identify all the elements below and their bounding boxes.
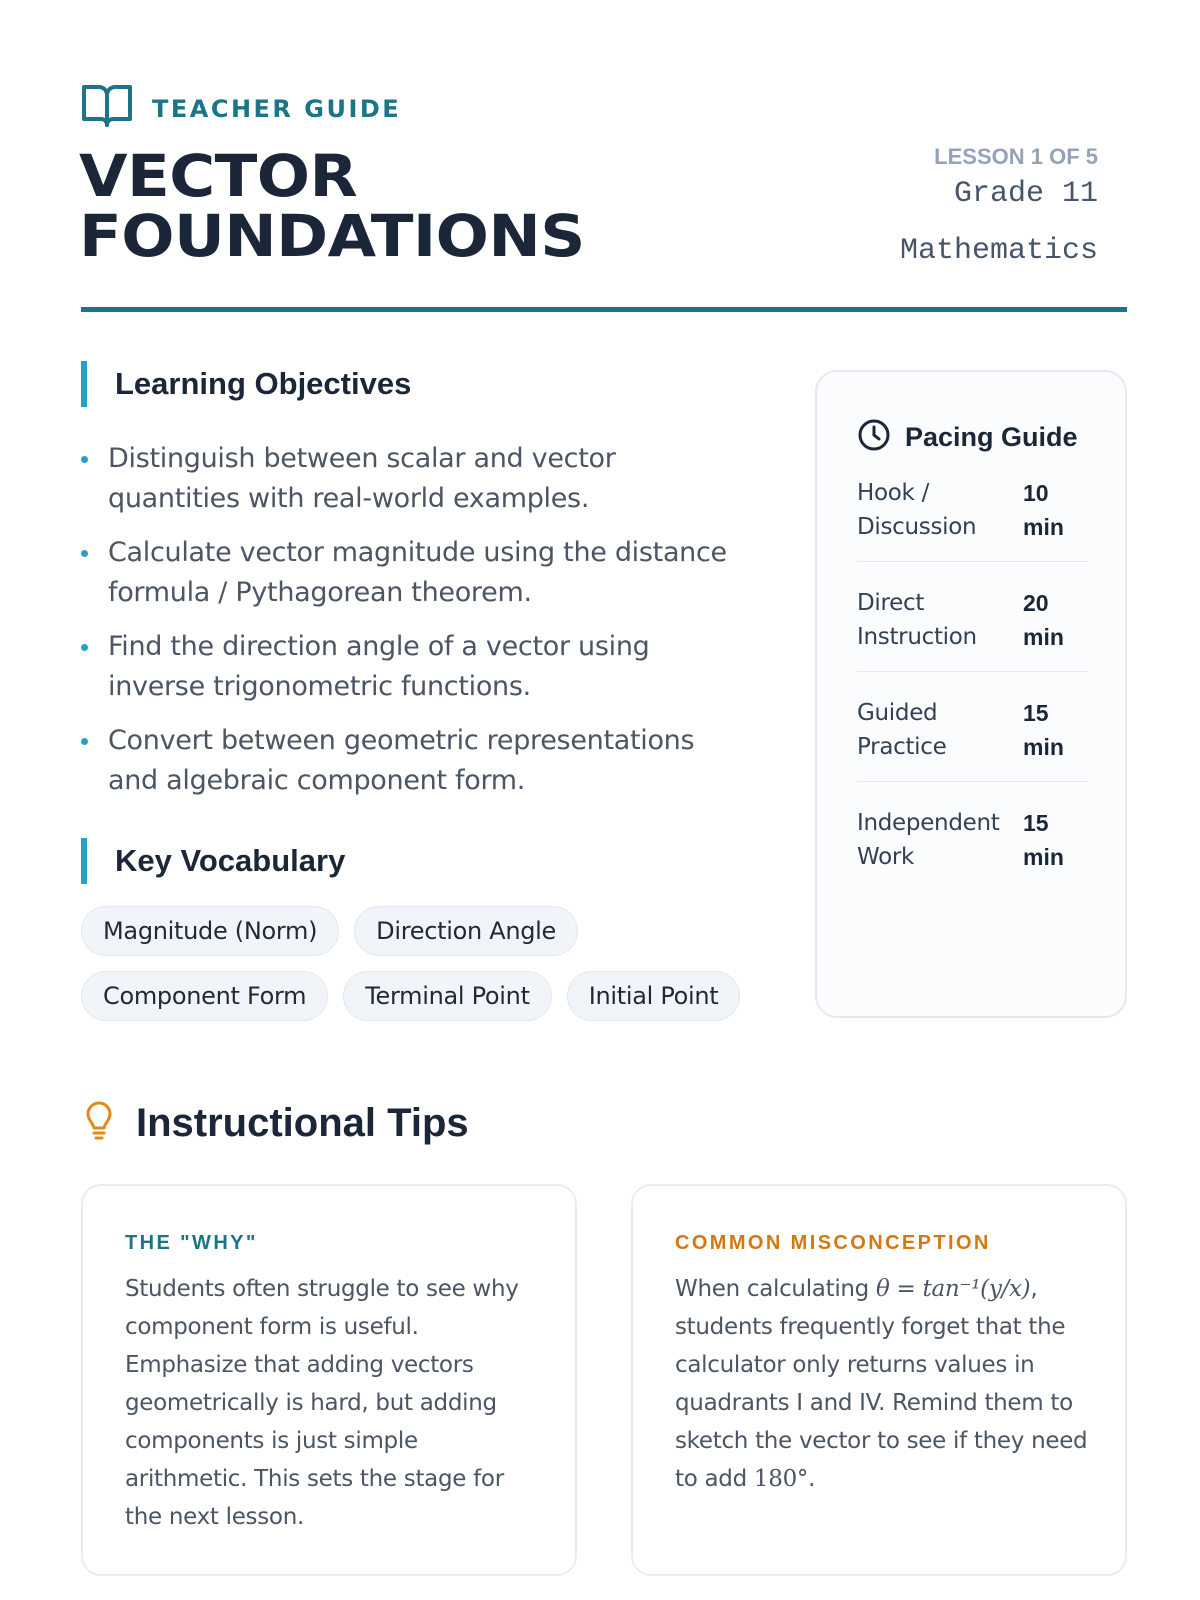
activity-duration: 10 min [1023,480,1064,540]
vocab-chip: Magnitude (Norm) [81,906,339,956]
tip-card-misconception [631,1184,1127,1576]
pacing-heading [857,418,1078,457]
pacing-row [857,696,1089,782]
activity-label: Guided Practice [857,700,947,760]
grade-level: Grade 11 [953,177,1098,211]
title-line-2: FOUNDATIONS [79,202,585,270]
vocab-chip: Terminal Point [343,971,551,1021]
lesson-number: LESSON 1 OF 5 [934,144,1098,169]
vocab-chip: Initial Point [567,971,741,1021]
vocab-chip: Direction Angle [354,906,578,956]
lightbulb-icon [84,1100,114,1147]
eyebrow-label: TEACHER GUIDE [152,94,402,123]
section-accent-bar [81,361,87,407]
list-item: Find the direction angle of a vector using inverse trigonometric functions. [81,627,741,707]
formula: θ = tan⁻¹(y/x) [876,1276,1031,1302]
tip-body: When calculating θ = tan⁻¹(y/x), students frequently forget that the calculator only returns values in quadrants I and IV. Remind them to sketch the vector to see if they need to add 180°. [675,1276,1088,1492]
subject: Mathematics [899,234,1098,268]
tip-body: Students often struggle to see why component form is useful. Emphasize that adding vectors geometrically is hard, but adding components is just simple arithmetic. This sets the stage for the next lesson. [125,1276,519,1530]
open-book-icon [81,83,133,134]
pacing-row [857,586,1089,672]
page-title [79,142,585,270]
activity-duration: 15 min [1023,810,1064,870]
bullet-icon [81,644,88,651]
activity-label: Direct Instruction [857,590,977,650]
activity-label: Independent Work [857,810,1000,870]
pacing-rows [857,476,1089,915]
clock-icon [857,418,891,457]
list-item: Calculate vector magnitude using the distance formula / Pythagorean theorem. [81,533,741,613]
objectives-heading [81,361,411,407]
vocabulary-chips [81,906,761,1036]
tips-title: Instructional Tips [136,1101,469,1145]
title-line-1: VECTOR [79,142,358,210]
vocab-chip: Component Form [81,971,328,1021]
tip-label: COMMON MISCONCEPTION [675,1232,991,1254]
pacing-row [857,806,1089,891]
vocabulary-heading [81,838,345,884]
tip-card-why [81,1184,577,1576]
activity-duration: 15 min [1023,700,1064,760]
activity-duration: 20 min [1023,590,1064,650]
eyebrow [81,83,401,134]
bullet-icon [81,456,88,463]
objectives-title: Learning Objectives [115,366,412,401]
pacing-row [857,476,1089,562]
tips-heading [84,1100,469,1147]
objectives-list [81,439,741,815]
bullet-icon [81,550,88,557]
vocabulary-title: Key Vocabulary [115,843,346,878]
activity-label: Hook / Discussion [857,480,977,540]
list-item: Convert between geometric representations and algebraic component form. [81,721,741,801]
bullet-icon [81,738,88,745]
pacing-guide-card [815,370,1127,1018]
pacing-title: Pacing Guide [905,422,1078,452]
header-divider [81,307,1127,312]
lesson-meta [900,144,1098,281]
section-accent-bar [81,838,87,884]
list-item: Distinguish between scalar and vector quantities with real-world examples. [81,439,741,519]
tip-label: THE "WHY" [125,1232,258,1254]
angle-value: 180° [753,1466,809,1492]
